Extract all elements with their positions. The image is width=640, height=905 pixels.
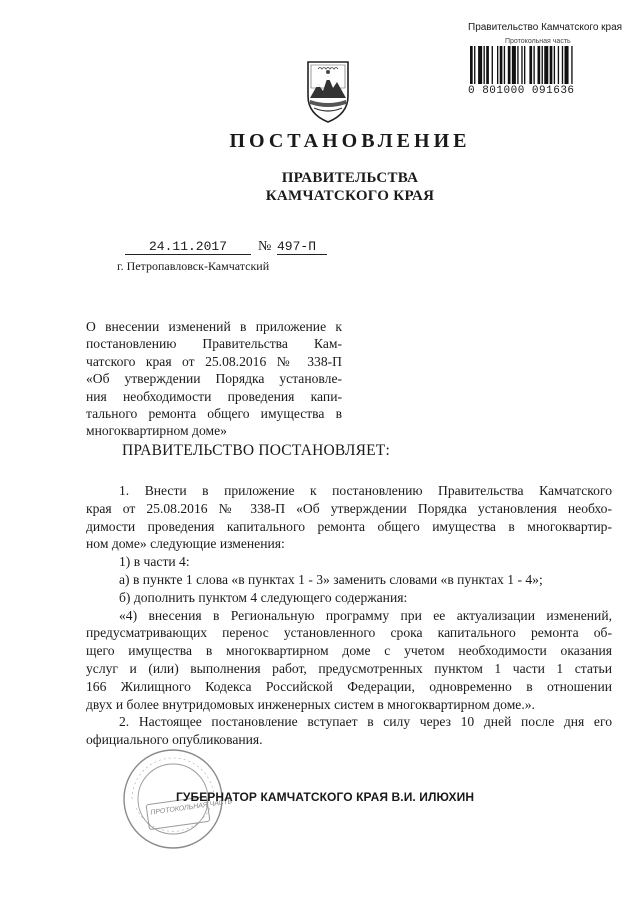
government-name-line1: ПРАВИТЕЛЬСТВА — [281, 170, 419, 186]
body-line: края от 25.08.2016 № 338-П «Об утверждении Порядка установления необхо- — [86, 500, 612, 516]
subject-line: многоквартирном доме» — [86, 423, 227, 439]
subject-line: О внесении изменений в приложение к — [86, 319, 342, 334]
barcode-image — [468, 46, 616, 88]
subject-block — [86, 318, 342, 440]
body-line: предусматривающих перенос установленного срока капитального ремонта об- — [86, 625, 612, 641]
subject-line: тального ремонта общего имущества в — [86, 406, 342, 422]
body-line: услуг и (или) выполнения работ, предусмотренных пунктом 1 части 1 статьи — [86, 660, 612, 676]
decree-heading: ПРАВИТЕЛЬСТВО ПОСТАНОВЛЯЕТ: — [122, 442, 390, 459]
body-line: 166 Жилищного Кодекса Российской Федерации, одновременно в отношении — [86, 678, 612, 694]
document-number: 497-П — [277, 239, 327, 255]
governor-signature: ГУБЕРНАТОР КАМЧАТСКОГО КРАЯ В.И. ИЛЮХИН — [176, 790, 475, 804]
subject-line: ния необходимости проведения капи- — [86, 388, 342, 404]
government-stamp-text: Правительство Камчатского края — [468, 22, 623, 33]
government-name-line2: КАМЧАТСКОГО КРАЯ — [265, 188, 435, 204]
body-line: ном доме» следующие изменения: — [86, 536, 285, 552]
body-line: б) дополнить пунктом 4 следующего содержания: — [119, 589, 408, 605]
body-line: «4) внесения в Региональную программу при ее актуализации изменений, — [119, 607, 612, 623]
subject-line: чатского края от 25.08.2016 № 338-П — [86, 353, 342, 369]
body-line: 1) в части 4: — [119, 554, 190, 570]
body-line: 2. Настоящее постановление вступает в силу через 10 дней после дня его — [119, 714, 612, 730]
number-sign: № — [258, 239, 272, 254]
document-date: 24.11.2017 — [125, 239, 251, 255]
seal-protocol-text: ПРОТОКОЛЬНАЯ ЧАСТЬ — [149, 798, 233, 817]
body-line: щего имущества в многоквартирном доме с учетом необходимости оказания — [86, 643, 612, 659]
body-line: димости проведения капитального ремонта общего имущества в многоквартир- — [86, 518, 612, 534]
barcode-number: 0 801000 091636 — [468, 85, 575, 97]
body-line: официального опубликования. — [86, 732, 263, 748]
body-line: 1. Внести в приложение к постановлению Правительства Камчатского — [119, 483, 612, 498]
protocol-stamp-text: Протокольная часть — [505, 38, 571, 45]
decree-body — [86, 482, 612, 749]
issue-city: г. Петропавловск-Камчатский — [117, 259, 270, 273]
kamchatka-emblem-icon — [302, 58, 354, 124]
document-title: ПОСТАНОВЛЕНИЕ — [229, 130, 471, 152]
subject-line: постановлению Правительства Кам- — [86, 336, 342, 352]
body-line: двух и более внутридомовых инженерных систем в многоквартирном доме.». — [86, 696, 535, 712]
body-line: а) в пункте 1 слова «в пунктах 1 - 3» заменить словами «в пунктах 1 - 4»; — [119, 571, 543, 587]
subject-line: «Об утверждении Порядка установле- — [86, 371, 342, 387]
